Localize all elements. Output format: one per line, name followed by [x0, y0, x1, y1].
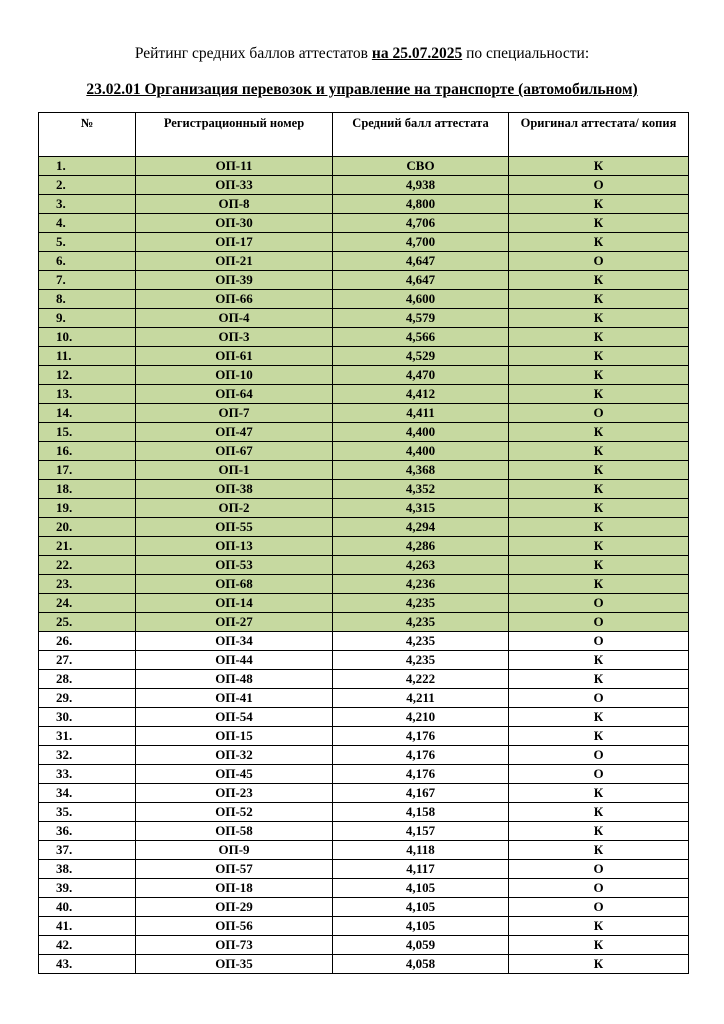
table-row: [39, 157, 689, 176]
registration-number: ОП-3: [136, 328, 333, 347]
row-number: 43.: [39, 955, 136, 974]
certificate-type: К: [509, 727, 689, 746]
table-row: [39, 461, 689, 480]
registration-number: ОП-35: [136, 955, 333, 974]
row-number: 37.: [39, 841, 136, 860]
table-row: [39, 689, 689, 708]
page-title: [0, 44, 724, 64]
average-score: 4,235: [333, 613, 509, 632]
average-score: 4,938: [333, 176, 509, 195]
row-number: 26.: [39, 632, 136, 651]
row-number: 12.: [39, 366, 136, 385]
certificate-type: К: [509, 708, 689, 727]
rating-table: [38, 112, 689, 974]
certificate-type: К: [509, 290, 689, 309]
header-registration-number: Регистрационный номер: [136, 113, 333, 157]
certificate-type: О: [509, 860, 689, 879]
certificate-type: К: [509, 803, 689, 822]
registration-number: ОП-30: [136, 214, 333, 233]
row-number: 22.: [39, 556, 136, 575]
table-row: [39, 898, 689, 917]
certificate-type: К: [509, 442, 689, 461]
certificate-type: К: [509, 385, 689, 404]
average-score: 4,400: [333, 423, 509, 442]
row-number: 18.: [39, 480, 136, 499]
certificate-type: О: [509, 765, 689, 784]
registration-number: ОП-27: [136, 613, 333, 632]
certificate-type: К: [509, 670, 689, 689]
title-date: на 25.07.2025: [371, 45, 463, 62]
table-row: [39, 271, 689, 290]
registration-number: ОП-9: [136, 841, 333, 860]
registration-number: ОП-73: [136, 936, 333, 955]
table-row: [39, 803, 689, 822]
table-row: [39, 936, 689, 955]
registration-number: ОП-8: [136, 195, 333, 214]
certificate-type: К: [509, 157, 689, 176]
average-score: 4,579: [333, 309, 509, 328]
row-number: 24.: [39, 594, 136, 613]
header-average-score: Средний балл аттестата: [333, 113, 509, 157]
table-row: [39, 670, 689, 689]
average-score: 4,368: [333, 461, 509, 480]
certificate-type: О: [509, 613, 689, 632]
table-row: [39, 214, 689, 233]
average-score: 4,211: [333, 689, 509, 708]
row-number: 8.: [39, 290, 136, 309]
row-number: 17.: [39, 461, 136, 480]
certificate-type: К: [509, 480, 689, 499]
row-number: 42.: [39, 936, 136, 955]
row-number: 9.: [39, 309, 136, 328]
table-row: [39, 537, 689, 556]
registration-number: ОП-29: [136, 898, 333, 917]
average-score: 4,158: [333, 803, 509, 822]
certificate-type: К: [509, 328, 689, 347]
certificate-type: К: [509, 309, 689, 328]
average-score: 4,105: [333, 917, 509, 936]
average-score: 4,294: [333, 518, 509, 537]
average-score: 4,210: [333, 708, 509, 727]
registration-number: ОП-45: [136, 765, 333, 784]
registration-number: ОП-18: [136, 879, 333, 898]
table-row: [39, 195, 689, 214]
certificate-type: О: [509, 879, 689, 898]
average-score: 4,157: [333, 822, 509, 841]
registration-number: ОП-21: [136, 252, 333, 271]
registration-number: ОП-47: [136, 423, 333, 442]
row-number: 39.: [39, 879, 136, 898]
average-score: 4,263: [333, 556, 509, 575]
registration-number: ОП-48: [136, 670, 333, 689]
row-number: 2.: [39, 176, 136, 195]
table-row: [39, 917, 689, 936]
table-row: [39, 423, 689, 442]
table-row: [39, 632, 689, 651]
table-row: [39, 385, 689, 404]
row-number: 10.: [39, 328, 136, 347]
certificate-type: К: [509, 518, 689, 537]
registration-number: ОП-1: [136, 461, 333, 480]
header-number: №: [39, 113, 136, 157]
certificate-type: К: [509, 347, 689, 366]
table-row: [39, 328, 689, 347]
title-prefix: Рейтинг средних баллов аттестатов: [134, 45, 372, 62]
table-row: [39, 594, 689, 613]
registration-number: ОП-52: [136, 803, 333, 822]
average-score: 4,286: [333, 537, 509, 556]
table-row: [39, 613, 689, 632]
registration-number: ОП-4: [136, 309, 333, 328]
row-number: 28.: [39, 670, 136, 689]
registration-number: ОП-2: [136, 499, 333, 518]
row-number: 19.: [39, 499, 136, 518]
registration-number: ОП-64: [136, 385, 333, 404]
row-number: 4.: [39, 214, 136, 233]
certificate-type: О: [509, 898, 689, 917]
certificate-type: К: [509, 556, 689, 575]
certificate-type: К: [509, 575, 689, 594]
registration-number: ОП-67: [136, 442, 333, 461]
table-body: [39, 157, 689, 974]
row-number: 34.: [39, 784, 136, 803]
average-score: 4,412: [333, 385, 509, 404]
certificate-type: О: [509, 689, 689, 708]
certificate-type: О: [509, 594, 689, 613]
certificate-type: К: [509, 537, 689, 556]
row-number: 30.: [39, 708, 136, 727]
certificate-type: О: [509, 404, 689, 423]
registration-number: ОП-34: [136, 632, 333, 651]
average-score: 4,176: [333, 746, 509, 765]
row-number: 16.: [39, 442, 136, 461]
registration-number: ОП-44: [136, 651, 333, 670]
average-score: 4,167: [333, 784, 509, 803]
row-number: 7.: [39, 271, 136, 290]
row-number: 23.: [39, 575, 136, 594]
certificate-type: К: [509, 423, 689, 442]
table-row: [39, 499, 689, 518]
table-row: [39, 879, 689, 898]
row-number: 29.: [39, 689, 136, 708]
registration-number: ОП-23: [136, 784, 333, 803]
table-row: [39, 955, 689, 974]
registration-number: ОП-61: [136, 347, 333, 366]
average-score: 4,058: [333, 955, 509, 974]
registration-number: ОП-7: [136, 404, 333, 423]
table-row: [39, 518, 689, 537]
registration-number: ОП-39: [136, 271, 333, 290]
certificate-type: О: [509, 252, 689, 271]
registration-number: ОП-68: [136, 575, 333, 594]
certificate-type: К: [509, 917, 689, 936]
registration-number: ОП-13: [136, 537, 333, 556]
registration-number: ОП-56: [136, 917, 333, 936]
row-number: 15.: [39, 423, 136, 442]
table-row: [39, 442, 689, 461]
registration-number: ОП-55: [136, 518, 333, 537]
average-score: 4,647: [333, 271, 509, 290]
certificate-type: К: [509, 651, 689, 670]
average-score: 4,235: [333, 651, 509, 670]
average-score: 4,117: [333, 860, 509, 879]
registration-number: ОП-14: [136, 594, 333, 613]
specialty-heading: 23.02.01 Организация перевозок и управление на транспорте (автомобильном): [86, 81, 638, 98]
row-number: 38.: [39, 860, 136, 879]
registration-number: ОП-54: [136, 708, 333, 727]
average-score: СВО: [333, 157, 509, 176]
row-number: 1.: [39, 157, 136, 176]
row-number: 14.: [39, 404, 136, 423]
certificate-type: К: [509, 784, 689, 803]
row-number: 36.: [39, 822, 136, 841]
table-row: [39, 366, 689, 385]
average-score: 4,176: [333, 727, 509, 746]
table-row: [39, 556, 689, 575]
registration-number: ОП-38: [136, 480, 333, 499]
average-score: 4,236: [333, 575, 509, 594]
average-score: 4,470: [333, 366, 509, 385]
certificate-type: К: [509, 499, 689, 518]
table-row: [39, 860, 689, 879]
average-score: 4,105: [333, 898, 509, 917]
table-row: [39, 252, 689, 271]
table-row: [39, 727, 689, 746]
certificate-type: К: [509, 955, 689, 974]
row-number: 11.: [39, 347, 136, 366]
registration-number: ОП-58: [136, 822, 333, 841]
row-number: 6.: [39, 252, 136, 271]
certificate-type: К: [509, 841, 689, 860]
certificate-type: К: [509, 822, 689, 841]
table-row: [39, 176, 689, 195]
row-number: 35.: [39, 803, 136, 822]
average-score: 4,059: [333, 936, 509, 955]
average-score: 4,647: [333, 252, 509, 271]
certificate-type: К: [509, 214, 689, 233]
table-row: [39, 404, 689, 423]
row-number: 32.: [39, 746, 136, 765]
average-score: 4,566: [333, 328, 509, 347]
average-score: 4,529: [333, 347, 509, 366]
average-score: 4,352: [333, 480, 509, 499]
row-number: 25.: [39, 613, 136, 632]
title-suffix: по специальности:: [462, 45, 590, 62]
table-row: [39, 822, 689, 841]
average-score: 4,118: [333, 841, 509, 860]
table-row: [39, 651, 689, 670]
average-score: 4,706: [333, 214, 509, 233]
average-score: 4,800: [333, 195, 509, 214]
table-row: [39, 575, 689, 594]
table-header-row: [39, 113, 689, 157]
table-row: [39, 708, 689, 727]
average-score: 4,600: [333, 290, 509, 309]
certificate-type: О: [509, 746, 689, 765]
registration-number: ОП-15: [136, 727, 333, 746]
table-row: [39, 309, 689, 328]
row-number: 20.: [39, 518, 136, 537]
registration-number: ОП-32: [136, 746, 333, 765]
row-number: 27.: [39, 651, 136, 670]
average-score: 4,411: [333, 404, 509, 423]
table-row: [39, 480, 689, 499]
certificate-type: К: [509, 271, 689, 290]
average-score: 4,222: [333, 670, 509, 689]
registration-number: ОП-66: [136, 290, 333, 309]
registration-number: ОП-41: [136, 689, 333, 708]
certificate-type: К: [509, 195, 689, 214]
row-number: 21.: [39, 537, 136, 556]
average-score: 4,700: [333, 233, 509, 252]
certificate-type: О: [509, 176, 689, 195]
row-number: 33.: [39, 765, 136, 784]
table-row: [39, 233, 689, 252]
registration-number: ОП-33: [136, 176, 333, 195]
table-row: [39, 347, 689, 366]
table-row: [39, 290, 689, 309]
row-number: 3.: [39, 195, 136, 214]
certificate-type: К: [509, 366, 689, 385]
certificate-type: К: [509, 936, 689, 955]
table-row: [39, 746, 689, 765]
certificate-type: О: [509, 632, 689, 651]
row-number: 40.: [39, 898, 136, 917]
header-certificate-type: Оригинал аттестата/ копия: [509, 113, 689, 157]
registration-number: ОП-53: [136, 556, 333, 575]
registration-number: ОП-11: [136, 157, 333, 176]
average-score: 4,105: [333, 879, 509, 898]
average-score: 4,400: [333, 442, 509, 461]
average-score: 4,315: [333, 499, 509, 518]
average-score: 4,235: [333, 594, 509, 613]
certificate-type: К: [509, 233, 689, 252]
registration-number: ОП-10: [136, 366, 333, 385]
registration-number: ОП-57: [136, 860, 333, 879]
average-score: 4,176: [333, 765, 509, 784]
table-row: [39, 841, 689, 860]
table-row: [39, 765, 689, 784]
certificate-type: К: [509, 461, 689, 480]
row-number: 13.: [39, 385, 136, 404]
row-number: 31.: [39, 727, 136, 746]
average-score: 4,235: [333, 632, 509, 651]
registration-number: ОП-17: [136, 233, 333, 252]
row-number: 5.: [39, 233, 136, 252]
table-row: [39, 784, 689, 803]
row-number: 41.: [39, 917, 136, 936]
